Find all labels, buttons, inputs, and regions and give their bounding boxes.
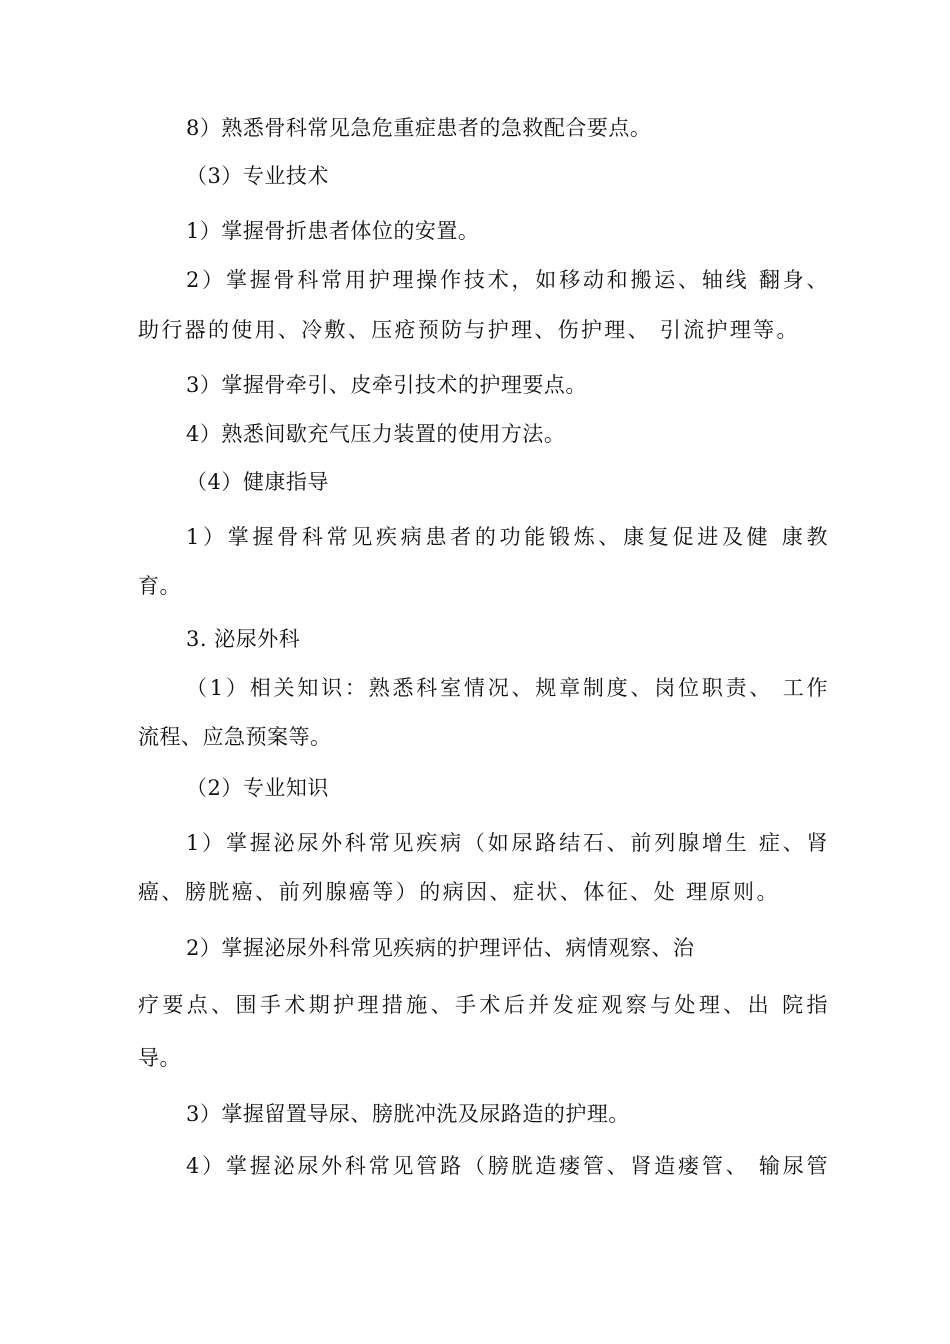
text-line: 癌、膀胱癌、前列腺癌等）的病因、症状、体征、处 理原则。 xyxy=(138,880,778,904)
section-heading: 3. 泌尿外科 xyxy=(186,627,301,651)
text-line: 助行器的使用、冷敷、压疮预防与护理、伤护理、 引流护理等。 xyxy=(138,318,798,342)
text-line: 2）掌握泌尿外科常见疾病的护理评估、病情观察、治 xyxy=(186,936,695,960)
text-line: 流程、应急预案等。 xyxy=(138,725,332,749)
text-line: 1）掌握泌尿外科常见疾病（如尿路结石、前列腺增生 症、肾 xyxy=(186,831,828,855)
section-heading: （2）专业知识 xyxy=(186,776,329,800)
text-line: 3）掌握骨牵引、皮牵引技术的护理要点。 xyxy=(186,373,587,397)
section-heading: （4）健康指导 xyxy=(186,470,329,494)
text-line: （1）相关知识：熟悉科室情况、规章制度、岗位职责、 工作 xyxy=(186,676,828,700)
text-line: 4）熟悉间歇充气压力装置的使用方法。 xyxy=(186,422,566,446)
text-line: 导。 xyxy=(138,1046,181,1070)
text-line: 4）掌握泌尿外科常见管路（膀胱造瘘管、肾造瘘管、 输尿管 xyxy=(186,1154,828,1178)
text-line: 1）掌握骨折患者体位的安置。 xyxy=(186,219,480,243)
section-heading: （3）专业技术 xyxy=(186,164,329,188)
text-line: 8）熟悉骨科常见急危重症患者的急救配合要点。 xyxy=(186,116,652,140)
text-line: 育。 xyxy=(138,574,181,598)
text-line: 疗要点、围手术期护理措施、手术后并发症观察与处理、出 院指 xyxy=(138,993,828,1017)
text-line: 1）掌握骨科常见疾病患者的功能锻炼、康复促进及健 康教 xyxy=(186,525,828,549)
text-line: 2）掌握骨科常用护理操作技术，如移动和搬运、轴线 翻身、 xyxy=(186,268,828,292)
text-line: 3）掌握留置导尿、膀胱冲洗及尿路造的护理。 xyxy=(186,1102,630,1126)
